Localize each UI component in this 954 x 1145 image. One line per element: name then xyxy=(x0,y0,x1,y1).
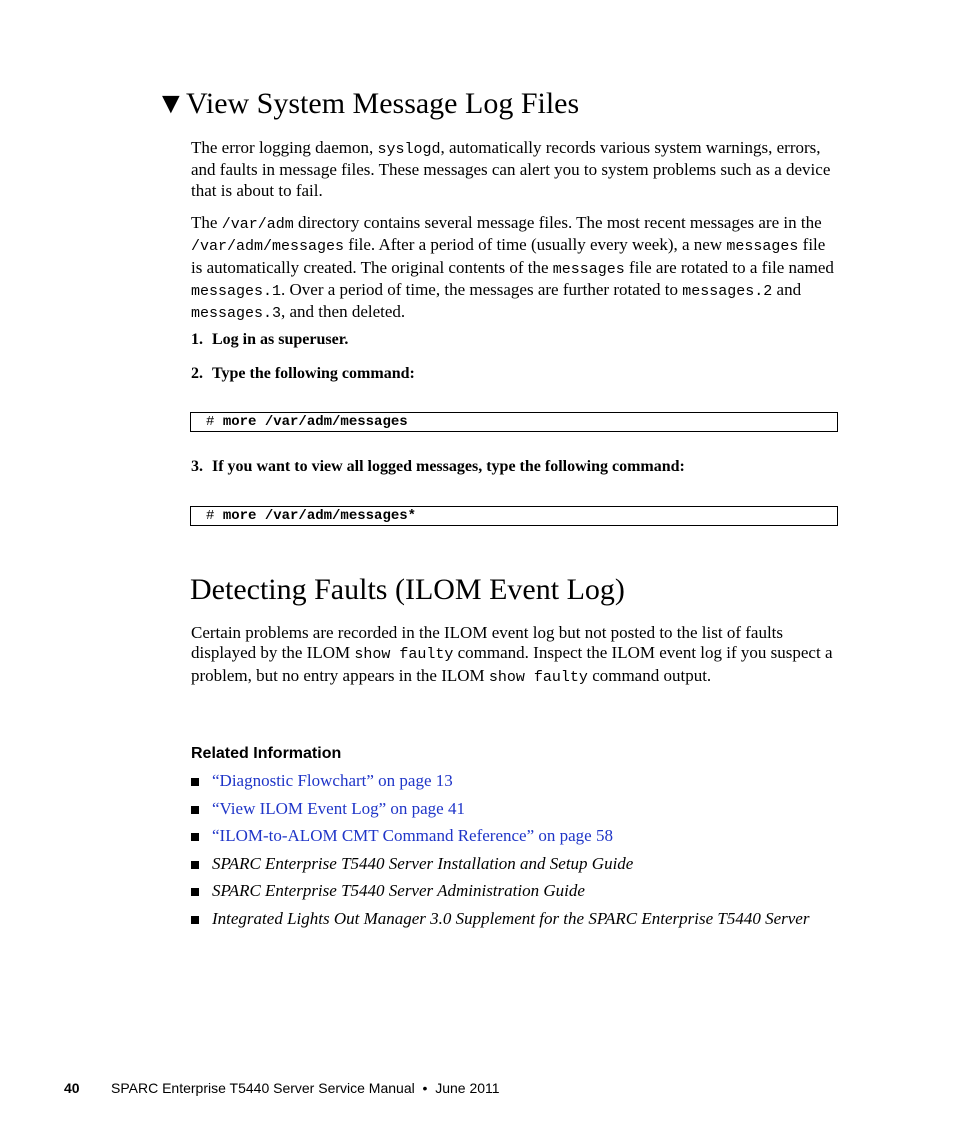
code-block-1: # more /var/adm/messages xyxy=(190,412,838,432)
command-text: more /var/adm/messages* xyxy=(222,508,417,524)
command-text: more /var/adm/messages xyxy=(222,414,408,430)
step-1: 1. Log in as superuser. xyxy=(191,331,349,348)
procedure-title: View System Message Log Files xyxy=(186,87,580,120)
doc-title-ilom-supplement: Integrated Lights Out Manager 3.0 Supplement for the SPARC Enterprise T5440 Server xyxy=(212,908,810,928)
link-diagnostic-flowchart[interactable]: “Diagnostic Flowchart” on page 13 xyxy=(212,771,453,790)
step-3: 3. If you want to view all logged messages, type the following command: xyxy=(191,458,685,475)
bullet-square-icon xyxy=(191,916,199,924)
bullet-square-icon xyxy=(191,806,199,814)
publication-date: June 2011 xyxy=(435,1080,500,1096)
doc-title-administration-guide: SPARC Enterprise T5440 Server Administration Guide xyxy=(212,881,585,900)
inline-code: messages.3 xyxy=(191,305,282,323)
intro-paragraph-2: The /var/adm directory contains several message files. The most recent messages are in the /var/adm/messages file. After a period of time (usually every week), a new messages file is automatically created. The original contents of the messages file are rotated to a file named messages.1. Over a period of time, the messages are further rotated to messages.2 and messages.3, and then deleted. xyxy=(191,213,834,323)
footer-separator: • xyxy=(422,1080,428,1096)
section-title: Detecting Faults (ILOM Event Log) xyxy=(190,573,625,606)
inline-code: show faulty xyxy=(354,646,454,664)
manual-title: SPARC Enterprise T5440 Server Service Manual xyxy=(111,1080,415,1096)
page-number: 40 xyxy=(64,1080,80,1096)
inline-code: messages xyxy=(552,260,625,278)
link-ilom-to-alom-reference[interactable]: “ILOM-to-ALOM CMT Command Reference” on page 58 xyxy=(212,826,613,845)
bullet-square-icon xyxy=(191,888,199,896)
step-2: 2. Type the following command: xyxy=(191,365,415,382)
triangle-down-icon: ▼ xyxy=(156,87,186,120)
inline-code: /var/adm xyxy=(221,216,294,233)
related-information-heading: Related Information xyxy=(191,745,342,762)
inline-code: messages xyxy=(726,238,799,256)
link-view-ilom-event-log[interactable]: “View ILOM Event Log” on page 41 xyxy=(212,798,465,818)
doc-title-installation-guide: SPARC Enterprise T5440 Server Installation and Setup Guide xyxy=(212,853,634,873)
inline-code: messages.2 xyxy=(682,282,773,300)
footer-text xyxy=(111,1079,500,1097)
inline-code: /var/adm/messages xyxy=(191,238,345,256)
code-block-2: # more /var/adm/messages* xyxy=(190,506,838,526)
bullet-square-icon xyxy=(191,833,199,841)
intro-paragraph-1: The error logging daemon, syslogd, automatically records various system warnings, errors, and faults in message files. These messages can alert you to system problems such as a device that is about to fail. xyxy=(191,138,831,200)
procedure-heading xyxy=(156,84,579,124)
inline-code: syslogd xyxy=(377,141,441,158)
bullet-square-icon xyxy=(191,778,199,786)
bullet-square-icon xyxy=(191,861,199,869)
inline-code: show faulty xyxy=(488,668,588,686)
inline-code: messages.1 xyxy=(191,282,282,300)
section-paragraph: Certain problems are recorded in the ILOM event log but not posted to the list of faults displayed by the ILOM show faulty command. Inspect the ILOM event log if you suspect a problem, but no entry appears in the ILOM show faulty command output. xyxy=(191,623,833,686)
